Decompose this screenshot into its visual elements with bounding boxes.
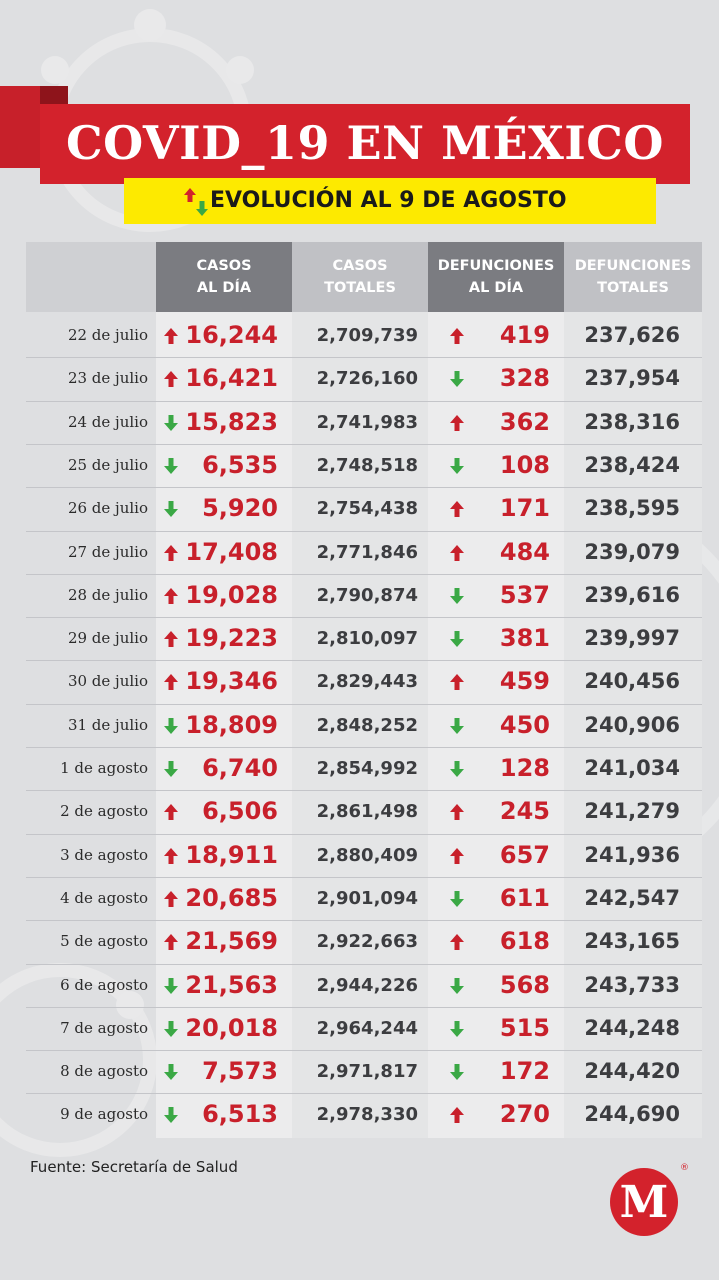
cases-day-value: 19,223: [185, 624, 278, 653]
row-divider: [26, 964, 702, 965]
header-defunciones-totales-line2: TOTALES: [597, 280, 669, 296]
cases-day-value: 6,740: [202, 754, 278, 782]
table-row: [26, 401, 702, 444]
arrow-up-icon: [450, 328, 464, 344]
cases-total-value: 2,754,438: [316, 498, 418, 520]
deaths-total-value: 244,690: [584, 1102, 680, 1127]
cases-day-value: 5,920: [202, 494, 278, 523]
cases-total-value: 2,790,874: [316, 584, 418, 606]
cases-total-value: 2,964,244: [316, 1017, 418, 1039]
cases-total-value: 2,861,498: [316, 801, 418, 823]
row-date: 2 de agosto: [60, 802, 148, 821]
deaths-day-value: 419: [499, 321, 550, 349]
row-date: 28 de julio: [67, 585, 148, 604]
cases-day-value: 19,028: [185, 580, 278, 609]
header-casos-dia: [156, 242, 292, 312]
arrow-down-icon: [450, 1021, 464, 1037]
row-divider: [26, 574, 702, 575]
cases-total-value: 2,944,226: [316, 974, 418, 996]
arrow-up-icon: [450, 934, 464, 950]
arrow-down-icon: [450, 978, 464, 994]
row-divider: [26, 444, 702, 445]
row-date: 23 de julio: [67, 369, 148, 388]
deaths-day-value: 450: [499, 710, 550, 739]
header-casos-totales: [292, 242, 428, 312]
deaths-day-value: 484: [499, 537, 550, 566]
arrow-up-icon: [450, 674, 464, 690]
deaths-day-value: 657: [499, 840, 550, 869]
deaths-day-value: 171: [499, 494, 550, 523]
arrow-down-icon: [450, 891, 464, 907]
table-row: [26, 617, 702, 660]
table-row: [26, 660, 702, 703]
row-date: 27 de julio: [67, 542, 148, 561]
deaths-total-value: 244,420: [584, 1059, 680, 1084]
table-row: [26, 357, 702, 400]
arrow-down-icon: [450, 761, 464, 777]
deaths-total-value: 240,906: [584, 712, 680, 737]
cases-day-value: 20,685: [185, 883, 278, 912]
deaths-day-value: 270: [499, 1100, 550, 1129]
cases-total-value: 2,854,992: [316, 758, 418, 779]
arrow-down-icon: [450, 631, 464, 647]
row-divider: [26, 920, 702, 921]
deaths-total-value: 237,954: [584, 366, 680, 391]
row-date: 9 de agosto: [60, 1105, 148, 1124]
row-divider: [26, 747, 702, 748]
covid-table: [26, 242, 702, 1142]
row-divider: [26, 617, 702, 618]
page-title: COVID_19 EN MÉXICO: [66, 116, 664, 170]
logo-letter: M: [619, 1177, 669, 1228]
cases-total-value: 2,848,252: [316, 714, 418, 736]
row-divider: [26, 401, 702, 402]
cases-total-value: 2,978,330: [316, 1104, 418, 1126]
cases-day-value: 16,244: [185, 321, 278, 349]
row-divider: [26, 357, 702, 358]
arrow-down-icon: [450, 718, 464, 734]
cases-day-value: 19,346: [185, 667, 278, 696]
cases-day-value: 18,809: [185, 710, 278, 739]
row-date: 31 de julio: [67, 715, 148, 734]
cases-total-value: 2,829,443: [316, 671, 418, 693]
deaths-day-value: 128: [499, 754, 550, 782]
deaths-day-value: 515: [499, 1013, 550, 1042]
arrow-up-icon: [450, 804, 464, 820]
deaths-day-value: 172: [499, 1057, 550, 1086]
cases-total-value: 2,971,817: [316, 1061, 418, 1083]
row-divider: [26, 531, 702, 532]
deaths-day-value: 537: [499, 580, 550, 609]
row-divider: [26, 1093, 702, 1094]
header-casos-dia-line2: AL DÍA: [196, 280, 252, 296]
arrow-down-icon: [450, 588, 464, 604]
row-date: 3 de agosto: [60, 845, 148, 864]
row-date: 7 de agosto: [60, 1018, 148, 1037]
table-row: [26, 790, 702, 833]
row-date: 29 de julio: [67, 629, 148, 648]
arrow-up-icon: [450, 848, 464, 864]
table-row: [26, 1050, 702, 1093]
deaths-day-value: 328: [499, 364, 550, 393]
deaths-total-value: 238,595: [584, 496, 680, 521]
deaths-total-value: 241,936: [584, 842, 680, 867]
deaths-total-value: 239,997: [584, 626, 680, 651]
table-row: [26, 1007, 702, 1050]
subtitle: EVOLUCIÓN AL 9 DE AGOSTO: [210, 188, 567, 213]
deaths-day-value: 362: [499, 407, 550, 436]
cases-total-value: 2,709,739: [316, 325, 418, 346]
arrow-down-icon: [450, 458, 464, 474]
table-row: [26, 964, 702, 1007]
row-divider: [26, 660, 702, 661]
header-defunciones-dia-line2: AL DÍA: [468, 280, 524, 296]
source-note: Fuente: Secretaría de Salud: [30, 1158, 238, 1176]
row-date: 1 de agosto: [60, 759, 148, 777]
deaths-day-value: 245: [499, 797, 550, 826]
row-date: 30 de julio: [67, 672, 148, 691]
cases-total-value: 2,880,409: [316, 844, 418, 866]
arrow-up-icon: [450, 501, 464, 517]
table-row: [26, 487, 702, 530]
arrow-down-icon: [450, 1064, 464, 1080]
arrow-up-icon: [450, 545, 464, 561]
deaths-total-value: 242,547: [584, 885, 680, 910]
deaths-total-value: 238,424: [584, 452, 680, 477]
deaths-day-value: 611: [499, 883, 550, 912]
cases-day-value: 17,408: [185, 537, 278, 566]
cases-day-value: 21,569: [185, 927, 278, 956]
deaths-total-value: 243,165: [584, 929, 680, 954]
deaths-day-value: 568: [499, 970, 550, 999]
row-divider: [26, 487, 702, 488]
header-defunciones-dia-line1: DEFUNCIONES: [437, 258, 555, 274]
row-divider: [26, 877, 702, 878]
cases-day-value: 6,535: [202, 450, 278, 479]
cases-total-value: 2,741,983: [316, 411, 418, 433]
deaths-total-value: 241,279: [584, 799, 680, 824]
table-row: [26, 877, 702, 920]
arrow-up-icon: [450, 415, 464, 431]
table-row: [26, 704, 702, 747]
cases-day-value: 15,823: [185, 407, 278, 436]
cases-day-value: 16,421: [185, 364, 278, 393]
deaths-day-value: 108: [499, 450, 550, 479]
row-date: 24 de julio: [67, 412, 148, 431]
row-date: 8 de agosto: [60, 1062, 148, 1081]
header-defunciones-totales-line1: DEFUNCIONES: [574, 258, 692, 274]
row-date: 26 de julio: [67, 499, 148, 518]
deaths-day-value: 459: [499, 667, 550, 696]
trend-arrows-icon: [183, 188, 209, 216]
table-row: [26, 574, 702, 617]
row-divider: [26, 1050, 702, 1051]
deaths-total-value: 239,079: [584, 539, 680, 564]
deaths-total-value: 239,616: [584, 582, 680, 607]
row-divider: [26, 790, 702, 791]
table-row: [26, 1093, 702, 1136]
row-date: 6 de agosto: [60, 975, 148, 994]
logo-registered-mark: ®: [680, 1163, 689, 1173]
milenio-logo: [606, 1160, 689, 1238]
cases-day-value: 7,573: [202, 1057, 278, 1086]
row-divider: [26, 834, 702, 835]
row-date: 4 de agosto: [60, 888, 148, 907]
banner-tab-shadow: [40, 86, 68, 106]
cases-day-value: 21,563: [185, 970, 278, 999]
cases-total-value: 2,922,663: [316, 931, 418, 953]
deaths-total-value: 238,316: [584, 409, 680, 434]
header-casos-dia-line1: CASOS: [196, 258, 252, 274]
deaths-total-value: 240,456: [584, 669, 680, 694]
cases-total-value: 2,748,518: [316, 454, 418, 476]
deaths-day-value: 618: [499, 927, 550, 956]
deaths-total-value: 237,626: [584, 323, 680, 347]
deaths-total-value: 244,248: [584, 1015, 680, 1040]
table-row: [26, 314, 702, 357]
row-date: 25 de julio: [67, 455, 148, 474]
table-row: [26, 920, 702, 963]
row-divider: [26, 704, 702, 705]
table-row: [26, 747, 702, 790]
deaths-total-value: 241,034: [584, 756, 680, 780]
row-divider: [26, 1007, 702, 1008]
table-row: [26, 444, 702, 487]
header-casos-totales-line1: CASOS: [332, 258, 388, 274]
cases-total-value: 2,901,094: [316, 887, 418, 909]
header-defunciones-totales: [564, 242, 702, 312]
cases-day-value: 20,018: [185, 1013, 278, 1042]
arrow-up-icon: [450, 1107, 464, 1123]
arrow-down-icon: [450, 371, 464, 387]
cases-total-value: 2,810,097: [316, 628, 418, 650]
deaths-day-value: 381: [499, 624, 550, 653]
deaths-total-value: 243,733: [584, 972, 680, 997]
cases-day-value: 18,911: [185, 840, 278, 869]
cases-total-value: 2,771,846: [316, 541, 418, 563]
row-date: 22 de julio: [67, 326, 148, 344]
cases-day-value: 6,506: [202, 797, 278, 826]
header-casos-totales-line2: TOTALES: [324, 280, 396, 296]
cases-day-value: 6,513: [202, 1100, 278, 1129]
table-row: [26, 531, 702, 574]
header-defunciones-dia: [428, 242, 564, 312]
cases-total-value: 2,726,160: [316, 368, 418, 390]
row-date: 5 de agosto: [60, 932, 148, 951]
table-row: [26, 834, 702, 877]
